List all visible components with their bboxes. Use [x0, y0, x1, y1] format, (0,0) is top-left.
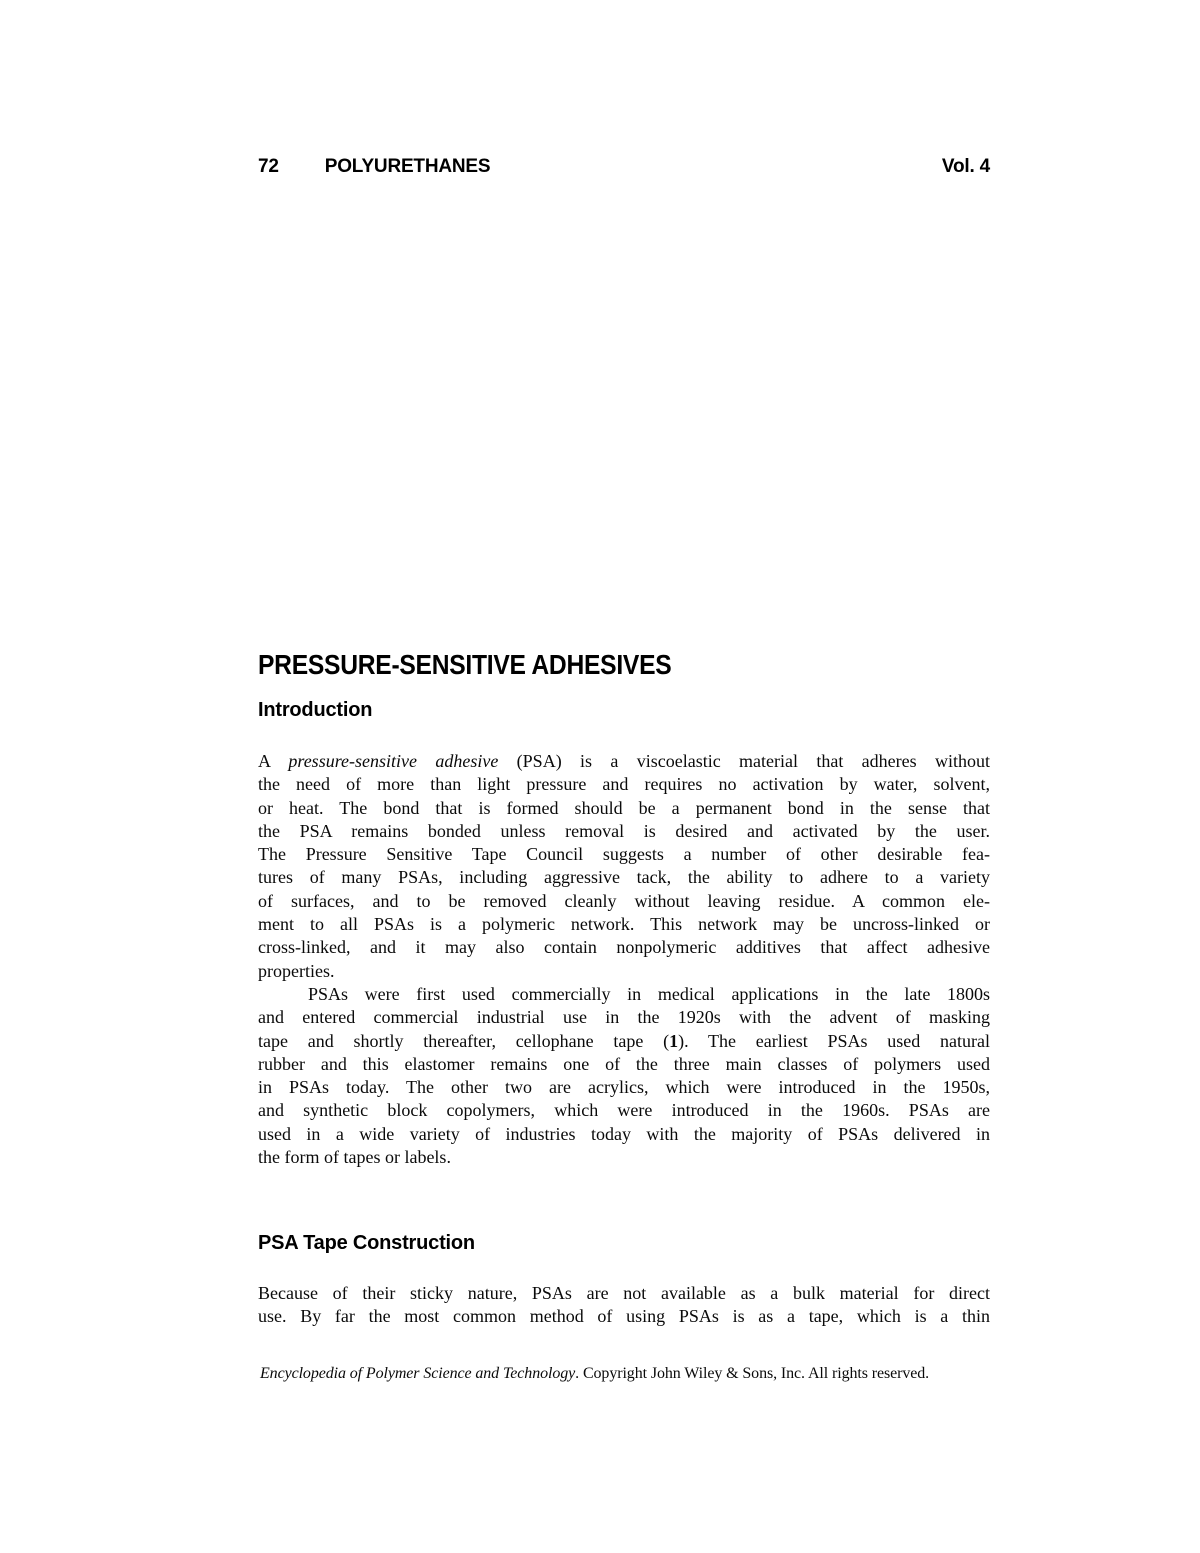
- paragraph: [258, 1282, 990, 1329]
- text-segment: (PSA) is a viscoelastic material that adheres without: [498, 751, 990, 771]
- text-line: used in a wide variety of industries today with the majority of PSAs delivered in: [258, 1123, 990, 1144]
- text-line: rubber and this elastomer remains one of the three main classes of polymers used: [258, 1053, 990, 1074]
- bold-reference: 1: [669, 1030, 679, 1051]
- copyright-footnote: [260, 1362, 992, 1386]
- text-line: or heat. The bond that is formed should be a permanent bond in the sense that: [258, 797, 990, 818]
- italic-text: pressure-sensitive adhesive: [288, 751, 499, 771]
- page-number: 72: [258, 156, 279, 177]
- text-line: and synthetic block copolymers, which were introduced in the 1960s. PSAs are: [258, 1100, 990, 1121]
- introduction-body: [258, 750, 990, 1169]
- text-line: ment to all PSAs is a polymeric network. This network may be uncross-linked or: [258, 914, 990, 935]
- text-line: the PSA remains bonded unless removal is desired and activated by the user.: [258, 820, 990, 841]
- section-heading-psa-tape-construction: PSA Tape Construction: [258, 1232, 475, 1254]
- running-header: [258, 155, 990, 179]
- text-line: the need of more than light pressure and requires no activation by water, solvent,: [258, 774, 990, 795]
- text-segment: tape and shortly thereafter, cellophane tape (: [258, 1030, 670, 1051]
- section-heading-introduction: Introduction: [258, 699, 373, 721]
- text-line: tures of many PSAs, including aggressive tack, the ability to adhere to a variety: [258, 867, 990, 888]
- text-line: cross-linked, and it may also contain nonpolymeric additives that affect adhesive: [258, 937, 990, 958]
- text-segment: ). The earliest PSAs used natural: [678, 1030, 990, 1051]
- text-line: Because of their sticky nature, PSAs are not available as a bulk material for direct: [258, 1283, 990, 1303]
- text-segment: A: [258, 751, 289, 771]
- text-line: PSAs were first used commercially in medical applications in the late 1800s: [308, 983, 990, 1004]
- paragraph: [258, 983, 990, 1169]
- text-line: the form of tapes or labels.: [258, 1147, 451, 1168]
- text-line: The Pressure Sensitive Tape Council suggests a number of other desirable fea-: [258, 844, 990, 865]
- text-line: [258, 750, 990, 773]
- text-line: [258, 1030, 990, 1053]
- article-title: PRESSURE-SENSITIVE ADHESIVES: [258, 649, 672, 680]
- volume-label: Vol. 4: [941, 156, 990, 177]
- running-title: POLYURETHANES: [324, 156, 491, 177]
- text-line: and entered commercial industrial use in the 1920s with the advent of masking: [258, 1007, 990, 1028]
- text-line: use. By far the most common method of using PSAs is as a tape, which is a thin: [258, 1306, 990, 1327]
- text-line: properties.: [258, 960, 335, 981]
- paragraph: [258, 750, 990, 983]
- italic-text: Encyclopedia of Polymer Science and Technology: [260, 1365, 576, 1382]
- text-line: in PSAs today. The other two are acrylics, which were introduced in the 1950s,: [258, 1077, 990, 1098]
- tape-construction-body: [258, 1282, 990, 1329]
- text-line: of surfaces, and to be removed cleanly without leaving residue. A common ele-: [258, 890, 990, 911]
- text-segment: . Copyright John Wiley & Sons, Inc. All rights reserved.: [575, 1365, 930, 1382]
